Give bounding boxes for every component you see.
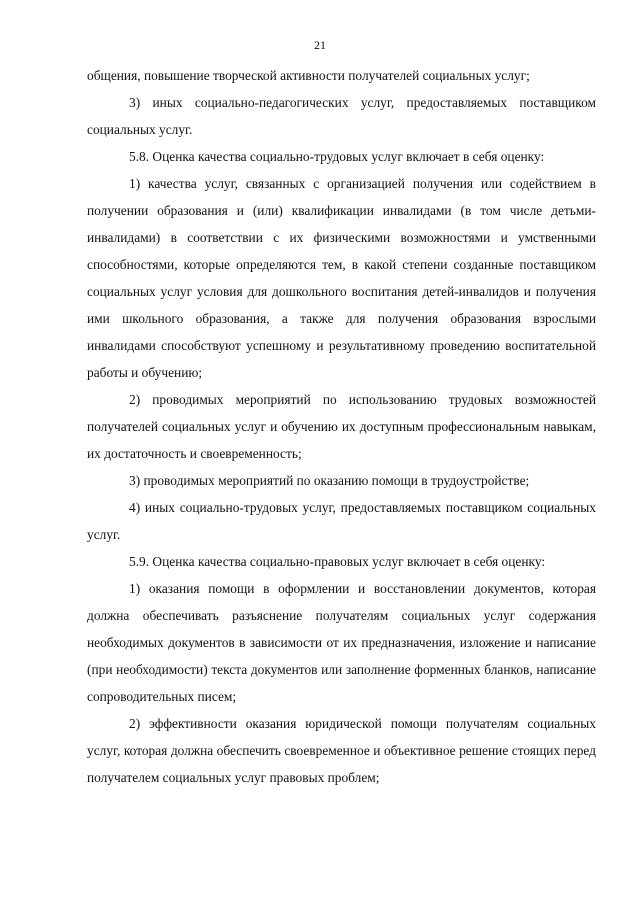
paragraph-section-5-8: 5.8. Оценка качества социально-трудовых услуг включает в себя оценку: <box>129 149 545 164</box>
paragraph-section-5-9: 5.9. Оценка качества социально-правовых услуг включает в себя оценку: <box>129 554 546 569</box>
document-body <box>87 62 596 791</box>
paragraph-item-1-documents: 1) оказания помощи в оформлении и восстановлении документов, которая должна обеспечивать разъяснение получателям социальных услуг содержания необходимых документов в зависимости от их предназначения, изложение и написание (при необходимости) текста документов или заполнение форменных бланков, написание сопроводительных писем; <box>87 581 596 704</box>
paragraph-item-3-employment: 3) проводимых мероприятий по оказанию помощи в трудоустройстве; <box>129 473 530 488</box>
page-number: 21 <box>314 38 326 52</box>
paragraph-item-3-pedagogical: 3) иных социально-педагогических услуг, предоставляемых поставщиком социальных услуг. <box>87 95 596 137</box>
paragraph-item-2-labor: 2) проводимых мероприятий по использованию трудовых возможностей получателей социальных услуг и обучению их доступным профессиональным навыкам, их достаточность и своевременность; <box>87 392 596 461</box>
paragraph-continuation: общения, повышение творческой активности получателей социальных услуг; <box>87 68 530 83</box>
paragraph-item-4-other-labor: 4) иных социально-трудовых услуг, предоставляемых поставщиком социальных услуг. <box>87 500 596 542</box>
paragraph-item-2-legal-help: 2) эффективности оказания юридической помощи получателям социальных услуг, которая должна обеспечить своевременное и объективное решение стоящих перед получателем социальных услуг правовых проблем; <box>87 716 596 785</box>
paragraph-item-1-education: 1) качества услуг, связанных с организацией получения или содействием в получении образования и (или) квалификации инвалидами (в том числе детьми-инвалидами) в соответствии с их физическими возможностями и умственными способностями, которые определяются тем, в какой степени созданные поставщиком социальных услуг условия для дошкольного воспитания детей-инвалидов и получения ими школьного образования, а также для получения образования взрослыми инвалидами способствуют успешному и результативному проведению воспитательной работы и обучению; <box>87 176 596 380</box>
